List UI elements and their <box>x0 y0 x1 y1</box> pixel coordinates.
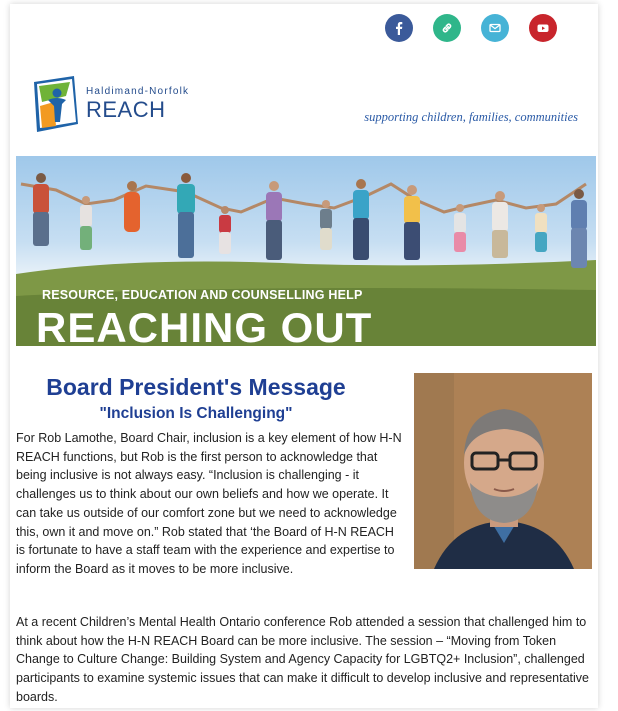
email-button[interactable] <box>481 14 509 42</box>
tagline: supporting children, families, communities <box>364 110 578 124</box>
facebook-button[interactable] <box>385 14 413 42</box>
message-paragraph-1: For Rob Lamothe, Board Chair, inclusion is a key element of how H-N REACH functions, but Rob is the first person to acknowledge that being inclusive is not always easy. “Inclusion is challenging - it challenges us to think about our own beliefs and how we operate. It can take us outside of our comfort zone but we need to acknowledge this, own it and move on.” Rob stated that ‘the Board of H-N REACH is fortunate to have a staff team with the experience and expertise to inform the Board as it moves to be more inclusive. <box>16 431 402 576</box>
message-subtitle: "Inclusion Is Challenging" <box>99 405 293 422</box>
reach-logo[interactable] <box>34 76 234 138</box>
reach-logo-mark <box>34 76 78 132</box>
message-title: Board President's Message <box>46 374 346 400</box>
logo-org-name: REACH <box>86 97 166 122</box>
social-links <box>385 14 557 42</box>
hero-banner <box>16 156 596 346</box>
link-button[interactable] <box>433 14 461 42</box>
logo-org-region: Haldimand-Norfolk <box>86 86 190 97</box>
hero-subline: RESOURCE, EDUCATION AND COUNSELLING HELP <box>42 288 363 302</box>
hero-headline: REACHING OUT <box>36 304 373 346</box>
board-chair-photo <box>414 373 592 569</box>
newsletter-page <box>10 4 598 708</box>
link-icon <box>440 21 454 35</box>
youtube-icon <box>536 21 550 35</box>
youtube-button[interactable] <box>529 14 557 42</box>
envelope-icon <box>488 21 502 35</box>
message-paragraph-2: At a recent Children’s Mental Health Ontario conference Rob attended a session that challenged him to think about how the H-N REACH Board can be more inclusive. The session – “Moving from Token Change to Culture Change: Building System and Agency Capacity for LGBTQ2+ Inclusion”, challenged participants to examine systemic issues that can make it difficult to develop inclusive and representative boards. <box>16 615 589 704</box>
facebook-icon <box>392 21 406 35</box>
